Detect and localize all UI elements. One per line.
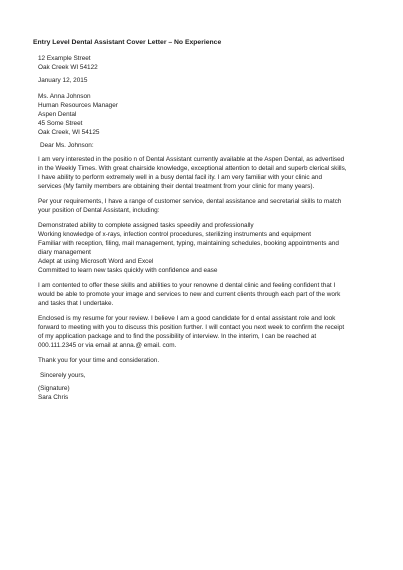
recipient-street: 45 Some Street — [38, 120, 83, 127]
sender-address — [38, 54, 378, 72]
skill-item: Familiar with reception, filing, mail management, typing, maintaining schedules, booking appointments and — [38, 240, 339, 247]
paragraph-line: Per your requirements, I have a range of customer service, dental assistance and secretarial skills to match — [38, 198, 342, 205]
paragraph-1 — [38, 155, 378, 191]
paragraph-line: and tasks that I undertake. — [38, 300, 114, 307]
letter-date: January 12, 2015 — [38, 77, 88, 84]
paragraph-2 — [38, 197, 378, 215]
paragraph-line: Enclosed is my resume for your review. I believe I am a good candidate for d ental assistant role and look — [38, 315, 336, 322]
signature-label: (Signature) — [38, 385, 70, 392]
skill-item: Working knowledge of x-rays, infection control procedures, sterilizing instruments and equipment — [38, 231, 312, 238]
skill-item: diary management — [38, 249, 91, 256]
recipient-city: Oak Creek, WI 54125 — [38, 129, 100, 136]
skill-item: Adept at using Microsoft Word and Excel — [38, 258, 154, 265]
paragraph-line: I am very interested in the positio n of Dental Assistant currently available at the Aspen Dental, as advertised — [38, 156, 345, 163]
signer-name: Sara Chris — [38, 394, 69, 401]
letter-title: Entry Level Dental Assistant Cover Letter – No Experience — [33, 39, 222, 46]
paragraph-4 — [38, 314, 378, 350]
paragraph-line: I am contented to offer these skills and abilities to your renowne d dental clinic and feeling confident that I — [38, 282, 336, 289]
skill-item: Committed to learn new tasks quickly with confidence and ease — [38, 267, 218, 274]
recipient-address — [38, 92, 378, 137]
recipient-name: Ms. Anna Johnson — [38, 93, 91, 100]
paragraph-line: 000.111.2345 or via email at anna.@ email. com. — [38, 342, 177, 349]
paragraph-line: in the Weekly Times. With great chairside knowledge, exceptional attention to detail and superb clerical skills, — [38, 165, 347, 172]
sender-city: Oak Creek WI 54122 — [38, 64, 98, 71]
skill-item: Demonstrated ability to complete assigned tasks speedily and professionally — [38, 222, 254, 229]
closing: Sincerely yours, — [40, 372, 86, 379]
paragraph-3 — [38, 281, 378, 308]
paragraph-5: Thank you for your time and consideration. — [38, 357, 160, 364]
recipient-company: Aspen Dental — [38, 111, 77, 118]
paragraph-line: of my application package and to find the possibility of interview. In the interim, I can be reached at — [38, 333, 317, 340]
salutation: Dear Ms. Johnson: — [40, 142, 94, 149]
paragraph-line: forward to meeting with you to discuss this position further. I will contact you next week to confirm the receipt — [38, 324, 345, 331]
paragraph-line: services (My family members are obtaining their dental treatment from your clinic for many years). — [38, 183, 315, 190]
paragraph-line: I have ability to perform extremely well in a busy dental facil ity. I am very familiar with your clinic and — [38, 174, 323, 181]
paragraph-line: would be able to promote your image and services to new and current clients through each part of the work — [38, 291, 341, 298]
signature-block — [38, 384, 378, 402]
recipient-position: Human Resources Manager — [38, 102, 118, 109]
paragraph-line: your position of Dental Assistant, including: — [38, 207, 160, 214]
sender-street: 12 Example Street — [38, 55, 91, 62]
skills-list — [38, 221, 378, 275]
